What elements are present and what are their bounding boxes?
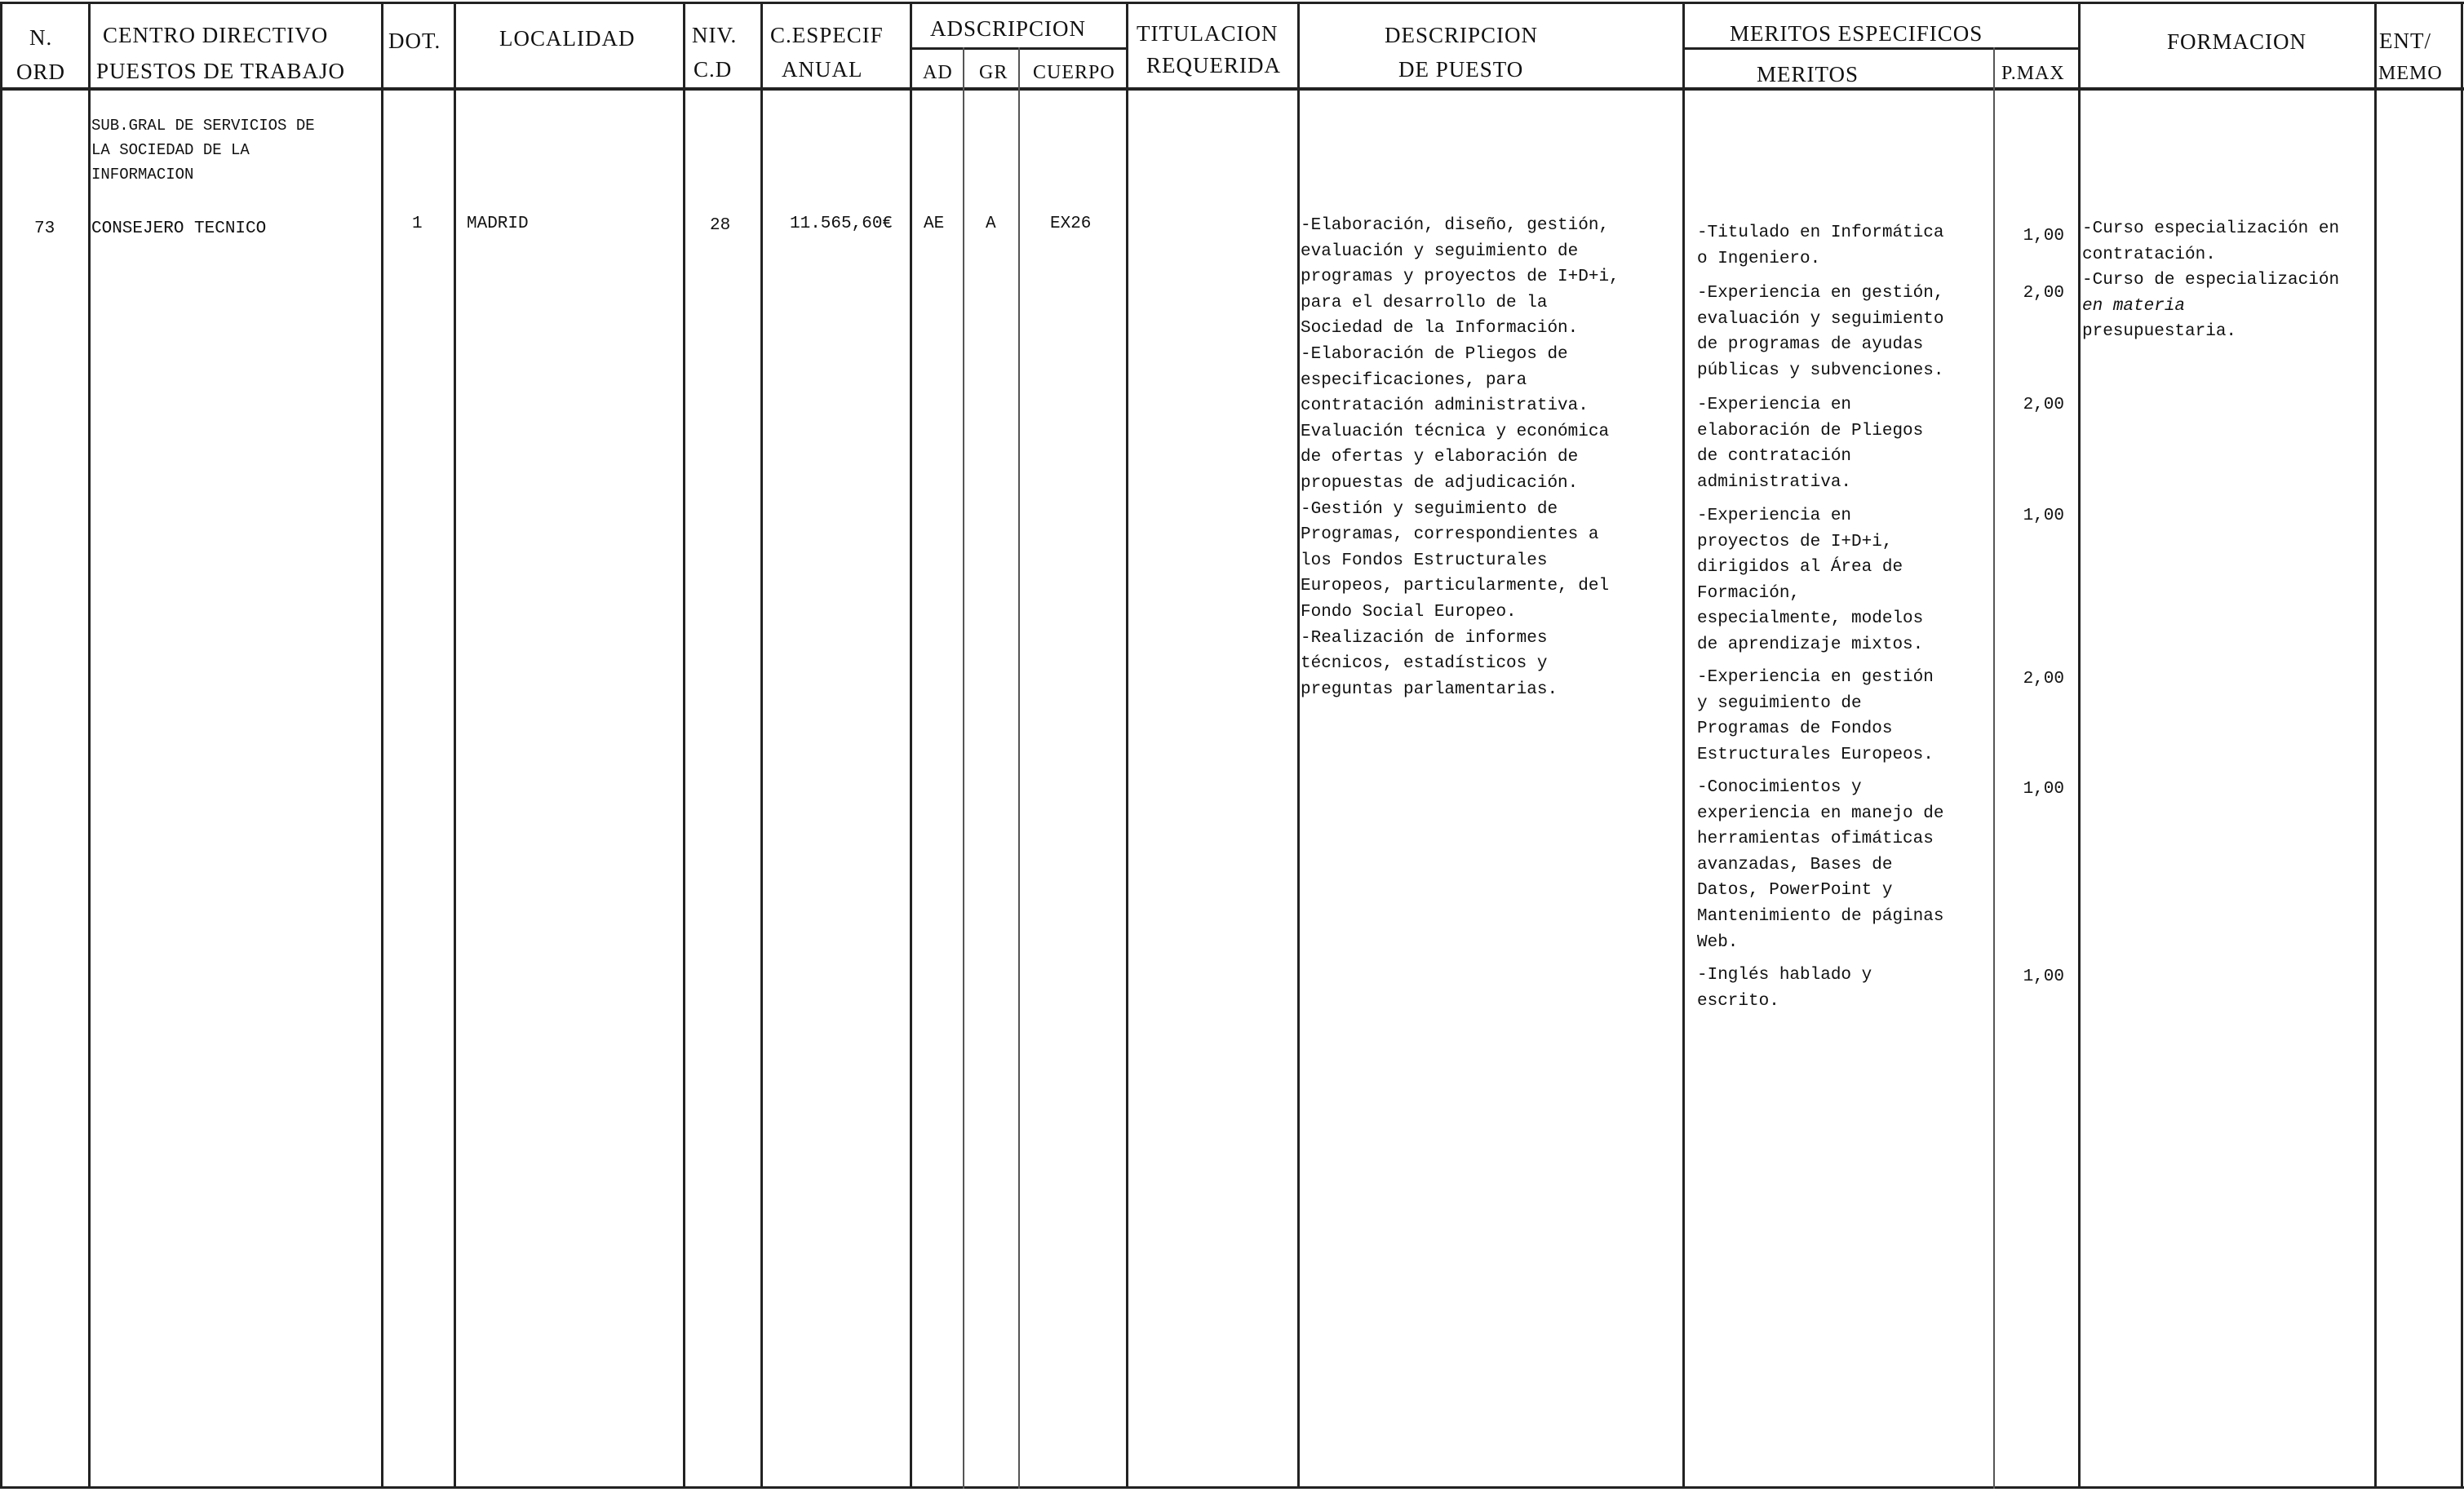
formacion-line: presupuestaria. <box>2082 322 2237 342</box>
merito-item <box>1697 665 1934 768</box>
descripcion-line: para el desarrollo de la <box>1301 293 1548 312</box>
merito-line: Web. <box>1697 932 1739 952</box>
formacion-line: -Curso de especialización <box>2082 271 2340 290</box>
header-nivel-1: NIV. <box>692 23 738 47</box>
row-c-especifico: 11.565,60€ <box>790 215 893 233</box>
merito-line: escrito. <box>1697 991 1779 1011</box>
merito-line: avanzadas, Bases de <box>1697 855 1893 874</box>
descripcion-line: -Elaboración de Pliegos de <box>1301 344 1568 364</box>
column-border-formacion <box>2374 2 2377 1489</box>
descripcion-line: programas y proyectos de I+D+i, <box>1301 268 1620 287</box>
header-gr: GR <box>979 62 1008 83</box>
merito-line: Programas de Fondos <box>1697 719 1893 739</box>
row-gr: A <box>986 215 996 233</box>
merito-line: de programas de ayudas <box>1697 335 1924 355</box>
column-border-meritos <box>1993 47 1995 1489</box>
header-localidad: LOCALIDAD <box>499 26 636 51</box>
descripcion-line: -Gestión y seguimiento de <box>1301 499 1558 519</box>
header-dot: DOT. <box>388 29 441 53</box>
column-border-pmax <box>2078 2 2081 1489</box>
descripcion-line: -Realización de informes <box>1301 628 1548 648</box>
merito-line: evaluación y seguimiento <box>1697 309 1944 329</box>
column-border-right <box>2461 2 2463 1489</box>
merito-line: de aprendizaje mixtos. <box>1697 635 1924 654</box>
column-border-nivel <box>760 2 763 1489</box>
unit-block <box>91 113 315 187</box>
merito-item <box>1697 503 1923 658</box>
merito-line: -Inglés hablado y <box>1697 966 1872 985</box>
merito-line: -Titulado en Informática <box>1697 224 1944 242</box>
header-pmax: P.MAX <box>2001 63 2065 84</box>
unit-line: SUB.GRAL DE SERVICIOS DE <box>91 117 315 135</box>
merito-line: Formación, <box>1697 583 1801 603</box>
merito-line: proyectos de I+D+i, <box>1697 532 1893 551</box>
formacion-line: en materia <box>2082 296 2186 316</box>
header-cuerpo: CUERPO <box>1033 62 1115 83</box>
column-border-descripcion <box>1682 2 1685 1489</box>
row-cuerpo: EX26 <box>1050 215 1092 233</box>
descripcion-line: preguntas parlamentarias. <box>1301 680 1558 699</box>
column-border-cuerpo <box>1126 2 1128 1489</box>
merito-pmax: 1,00 <box>2023 507 2064 525</box>
header-centro-directivo: CENTRO DIRECTIVO <box>103 23 329 47</box>
row-puesto: CONSEJERO TECNICO <box>91 219 267 238</box>
formacion-line: -Curso especialización en <box>2082 219 2340 238</box>
merito-line: -Experiencia en gestión <box>1697 668 1934 687</box>
row-nivel: 28 <box>710 216 731 235</box>
column-border-cespecif <box>910 2 912 1489</box>
merito-pmax: 2,00 <box>2023 396 2064 414</box>
row-dot: 1 <box>412 215 423 233</box>
row-ad: AE <box>924 215 945 233</box>
header-formacion: FORMACION <box>2167 29 2307 54</box>
merito-line: y seguimiento de <box>1697 693 1862 713</box>
header-meritos: MERITOS <box>1757 62 1859 86</box>
descripcion-line: especificaciones, para <box>1301 370 1527 390</box>
header-anual: ANUAL <box>782 57 863 82</box>
unit-line: INFORMACION <box>91 166 194 184</box>
descripcion-line: los Fondos Estructurales <box>1301 551 1548 570</box>
merito-pmax: 1,00 <box>2023 967 2064 986</box>
header-meritos-especificos: MERITOS ESPECIFICOS <box>1730 21 1983 46</box>
descripcion-line: propuestas de adjudicación. <box>1301 473 1579 493</box>
header-puestos-de-trabajo: PUESTOS DE TRABAJO <box>96 59 346 83</box>
meritos-subheader-line <box>1685 47 2081 50</box>
merito-line: herramientas ofimáticas <box>1697 830 1934 849</box>
header-adscripcion: ADSCRIPCION <box>930 16 1087 41</box>
descripcion-line: evaluación y seguimiento de <box>1301 241 1579 261</box>
column-border-ad <box>963 47 964 1489</box>
header-n-ord-2: ORD <box>16 60 66 84</box>
descripcion-line: Evaluación técnica y económica <box>1301 422 1610 441</box>
formacion-line: contratación. <box>2082 245 2216 264</box>
merito-pmax: 1,00 <box>2023 780 2064 799</box>
header-ad: AD <box>923 62 953 83</box>
merito-line: experiencia en manejo de <box>1697 804 1944 823</box>
descripcion-line: Programas, correspondientes a <box>1301 525 1599 545</box>
unit-line: LA SOCIEDAD DE LA <box>91 141 250 159</box>
header-nivel-2: C.D <box>694 57 733 82</box>
table-top-border <box>0 2 2464 4</box>
header-n-ord-1: N. <box>29 25 53 50</box>
merito-line: Datos, PowerPoint y <box>1697 881 1893 901</box>
table-bottom-border <box>0 1486 2464 1489</box>
column-border-ord <box>88 2 91 1489</box>
merito-item <box>1697 392 1923 495</box>
row-localidad: MADRID <box>467 215 529 233</box>
column-border-centro <box>381 2 383 1489</box>
header-descripcion: DESCRIPCION <box>1385 23 1539 47</box>
header-separator <box>0 87 2464 91</box>
header-memo: MEMO <box>2378 63 2443 84</box>
merito-line: dirigidos al Área de <box>1697 558 1903 578</box>
column-border-gr <box>1018 47 1020 1489</box>
column-border-titulacion <box>1297 2 1300 1489</box>
descripcion-line: técnicos, estadísticos y <box>1301 654 1548 674</box>
header-ent: ENT/ <box>2379 29 2431 53</box>
merito-line: Estructurales Europeos. <box>1697 745 1934 764</box>
formacion-block <box>2082 216 2339 345</box>
column-border-dot <box>454 2 456 1489</box>
descripcion-line: de ofertas y elaboración de <box>1301 448 1579 467</box>
merito-line: -Conocimientos y <box>1697 778 1862 797</box>
merito-item <box>1697 775 1943 955</box>
descripcion-line: Fondo Social Europeo. <box>1301 602 1517 622</box>
descripcion-block <box>1301 213 1620 702</box>
header-titulacion: TITULACION <box>1137 21 1279 46</box>
merito-line: o Ingeniero. <box>1697 249 1821 268</box>
descripcion-line: Sociedad de la Información. <box>1301 319 1579 339</box>
merito-line: públicas y subvenciones. <box>1697 361 1944 380</box>
column-border-localidad <box>683 2 685 1489</box>
merito-pmax: 2,00 <box>2023 284 2064 303</box>
row-n-ord: 73 <box>34 219 55 238</box>
column-border-left <box>0 2 2 1489</box>
merito-item <box>1697 281 1943 383</box>
merito-line: especialmente, modelos <box>1697 609 1924 629</box>
header-requerida: REQUERIDA <box>1146 53 1281 77</box>
merito-pmax: 1,00 <box>2023 227 2064 246</box>
header-c-especif: C.ESPECIF <box>770 23 884 47</box>
descripcion-line: contratación administrativa. <box>1301 396 1589 416</box>
merito-line: elaboración de Pliegos <box>1697 421 1924 441</box>
header-de-puesto: DE PUESTO <box>1398 57 1524 82</box>
merito-line: -Experiencia en <box>1697 396 1852 414</box>
merito-pmax: 2,00 <box>2023 670 2064 688</box>
merito-line: Mantenimiento de páginas <box>1697 906 1944 926</box>
merito-line: -Experiencia en gestión, <box>1697 284 1944 303</box>
merito-item <box>1697 220 1943 272</box>
merito-line: administrativa. <box>1697 472 1852 492</box>
descripcion-line: -Elaboración, diseño, gestión, <box>1301 216 1610 235</box>
descripcion-line: Europeos, particularmente, del <box>1301 577 1610 596</box>
merito-line: de contratación <box>1697 447 1852 467</box>
merito-item <box>1697 963 1872 1014</box>
merito-line: -Experiencia en <box>1697 507 1852 525</box>
